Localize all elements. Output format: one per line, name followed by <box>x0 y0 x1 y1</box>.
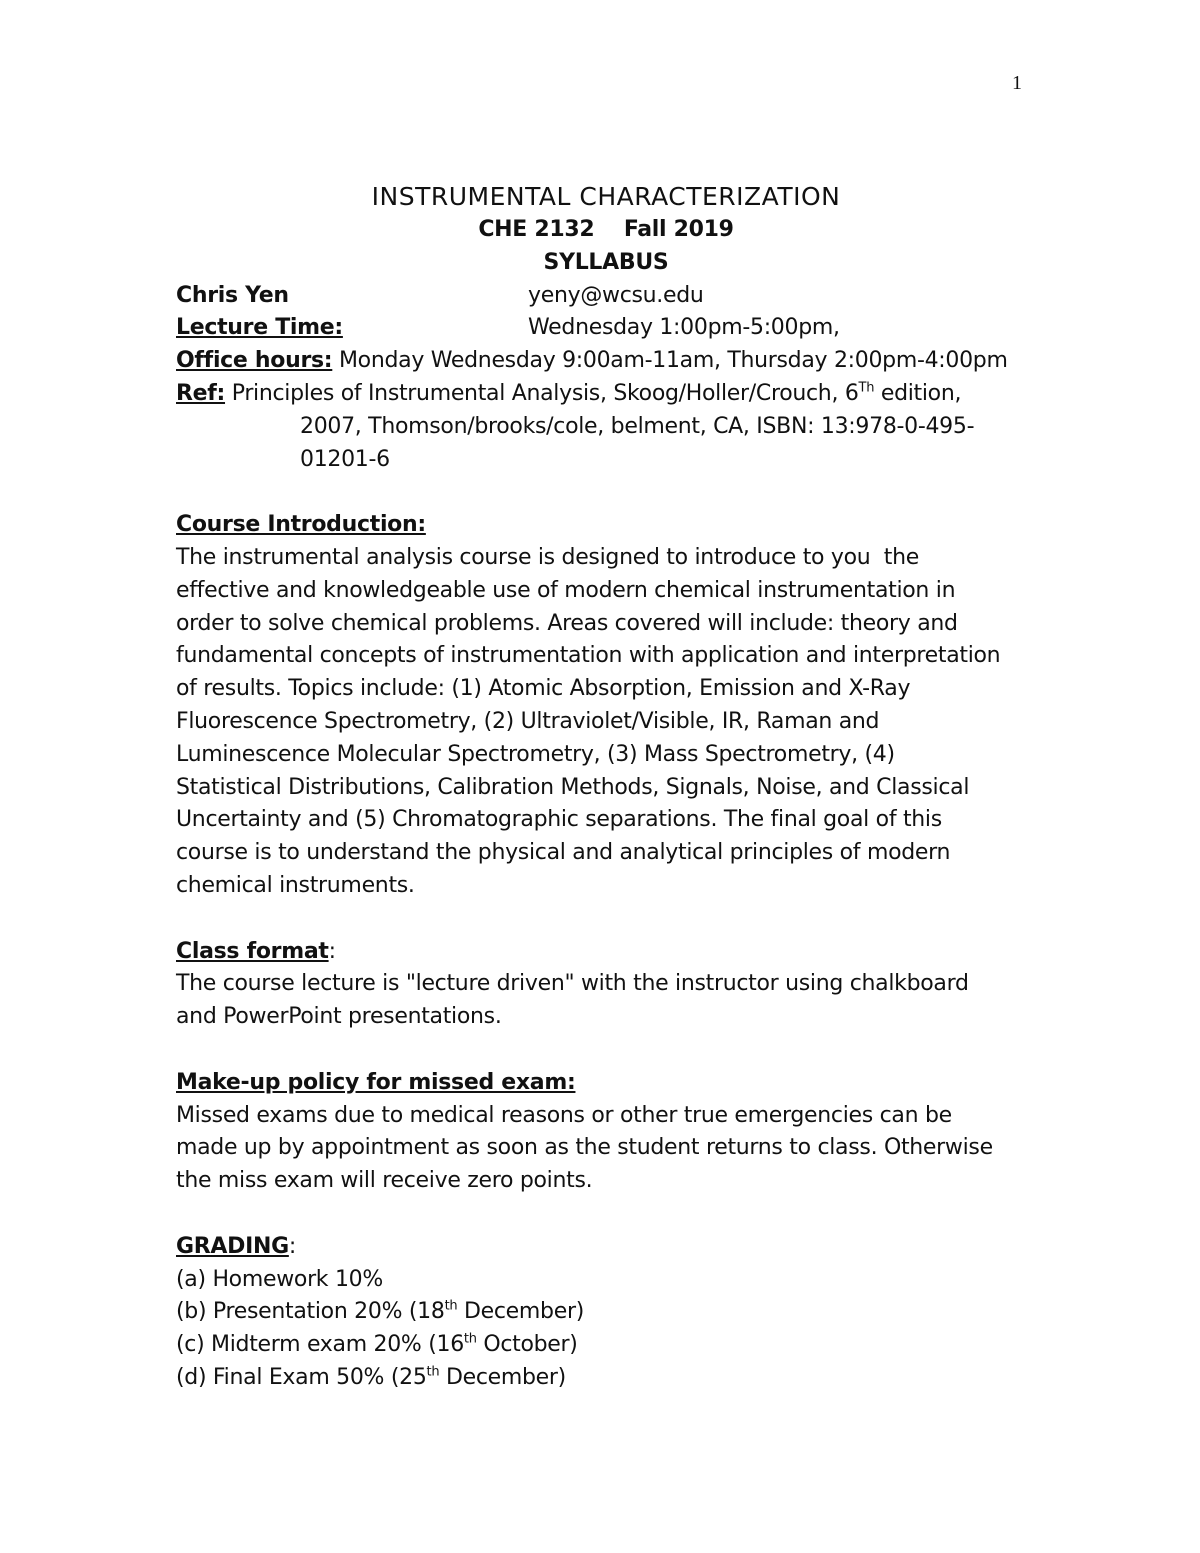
format-line: and PowerPoint presentations. <box>176 1004 502 1030</box>
reference-line-3: 01201-6 <box>300 446 390 472</box>
grading-list <box>176 1264 1036 1395</box>
makeup-line: Missed exams due to medical reasons or other true emergencies can be <box>176 1102 952 1128</box>
instructor-name: Chris Yen <box>176 282 289 308</box>
page-number: 1 <box>1012 72 1022 94</box>
office-hours-label: Office hours: <box>176 348 333 374</box>
office-hours-row <box>176 345 1036 378</box>
intro-line: Fluorescence Spectrometry, (2) Ultraviolet/Visible, IR, Raman and <box>176 708 880 734</box>
reference-line-1: Principles of Instrumental Analysis, Skoog/Holler/Crouch, 6Th edition, <box>231 380 962 406</box>
makeup-policy-text <box>176 1100 1036 1198</box>
intro-line: course is to understand the physical and analytical principles of modern <box>176 840 951 866</box>
lecture-time-label: Lecture Time: <box>176 315 343 341</box>
intro-line: fundamental concepts of instrumentation with application and interpretation <box>176 643 1001 669</box>
makeup-policy-heading: Make-up policy for missed exam: <box>176 1069 576 1095</box>
grading-item: (a) Homework 10% <box>176 1266 383 1292</box>
class-format-text <box>176 968 1036 1034</box>
instructor-row <box>176 280 1036 313</box>
grading-heading: GRADING: <box>176 1233 296 1259</box>
course-introduction-text <box>176 542 1036 903</box>
instructor-email: yeny@wcsu.edu <box>528 282 704 308</box>
grading-item: (b) Presentation 20% (18th December) <box>176 1298 584 1325</box>
intro-line: The instrumental analysis course is designed to introduce to you the <box>176 544 920 570</box>
intro-line: Statistical Distributions, Calibration Methods, Signals, Noise, and Classical <box>176 774 970 800</box>
grading-item: (c) Midterm exam 20% (16th October) <box>176 1331 578 1358</box>
intro-line: order to solve chemical problems. Areas covered will include: theory and <box>176 610 958 636</box>
reference-label: Ref: <box>176 380 226 406</box>
format-line: The course lecture is "lecture driven" with the instructor using chalkboard <box>176 971 969 997</box>
intro-line: effective and knowledgeable use of modern chemical instrumentation in <box>176 577 956 603</box>
course-introduction-heading: Course Introduction: <box>176 512 426 538</box>
intro-line: chemical instruments. <box>176 872 415 898</box>
intro-line: Uncertainty and (5) Chromatographic separations. The final goal of this <box>176 807 942 833</box>
grading-item: (d) Final Exam 50% (25th December) <box>176 1364 566 1390</box>
lecture-time-row <box>176 312 1036 345</box>
class-format-heading: Class format: <box>176 938 336 964</box>
document-title: INSTRUMENTAL CHARACTERIZATION <box>371 182 841 211</box>
course-code: CHE 2132 Fall 2019 <box>478 217 734 242</box>
makeup-line: made up by appointment as soon as the student returns to class. Otherwise <box>176 1135 993 1161</box>
makeup-line: the miss exam will receive zero points. <box>176 1168 593 1194</box>
syllabus-body <box>176 180 1036 1395</box>
intro-line: of results. Topics include: (1) Atomic Absorption, Emission and X-Ray <box>176 676 911 702</box>
office-hours-value: Monday Wednesday 9:00am-11am, Thursday 2:00pm-4:00pm <box>339 348 1008 374</box>
reference-line-2: 2007, Thomson/brooks/cole, belment, CA, ISBN: 13:978-0-495- <box>300 413 975 439</box>
document-type: SYLLABUS <box>543 249 669 275</box>
lecture-time-value: Wednesday 1:00pm-5:00pm, <box>528 315 840 341</box>
reference-row <box>176 378 1036 411</box>
intro-line: Luminescence Molecular Spectrometry, (3) Mass Spectrometry, (4) <box>176 741 895 767</box>
